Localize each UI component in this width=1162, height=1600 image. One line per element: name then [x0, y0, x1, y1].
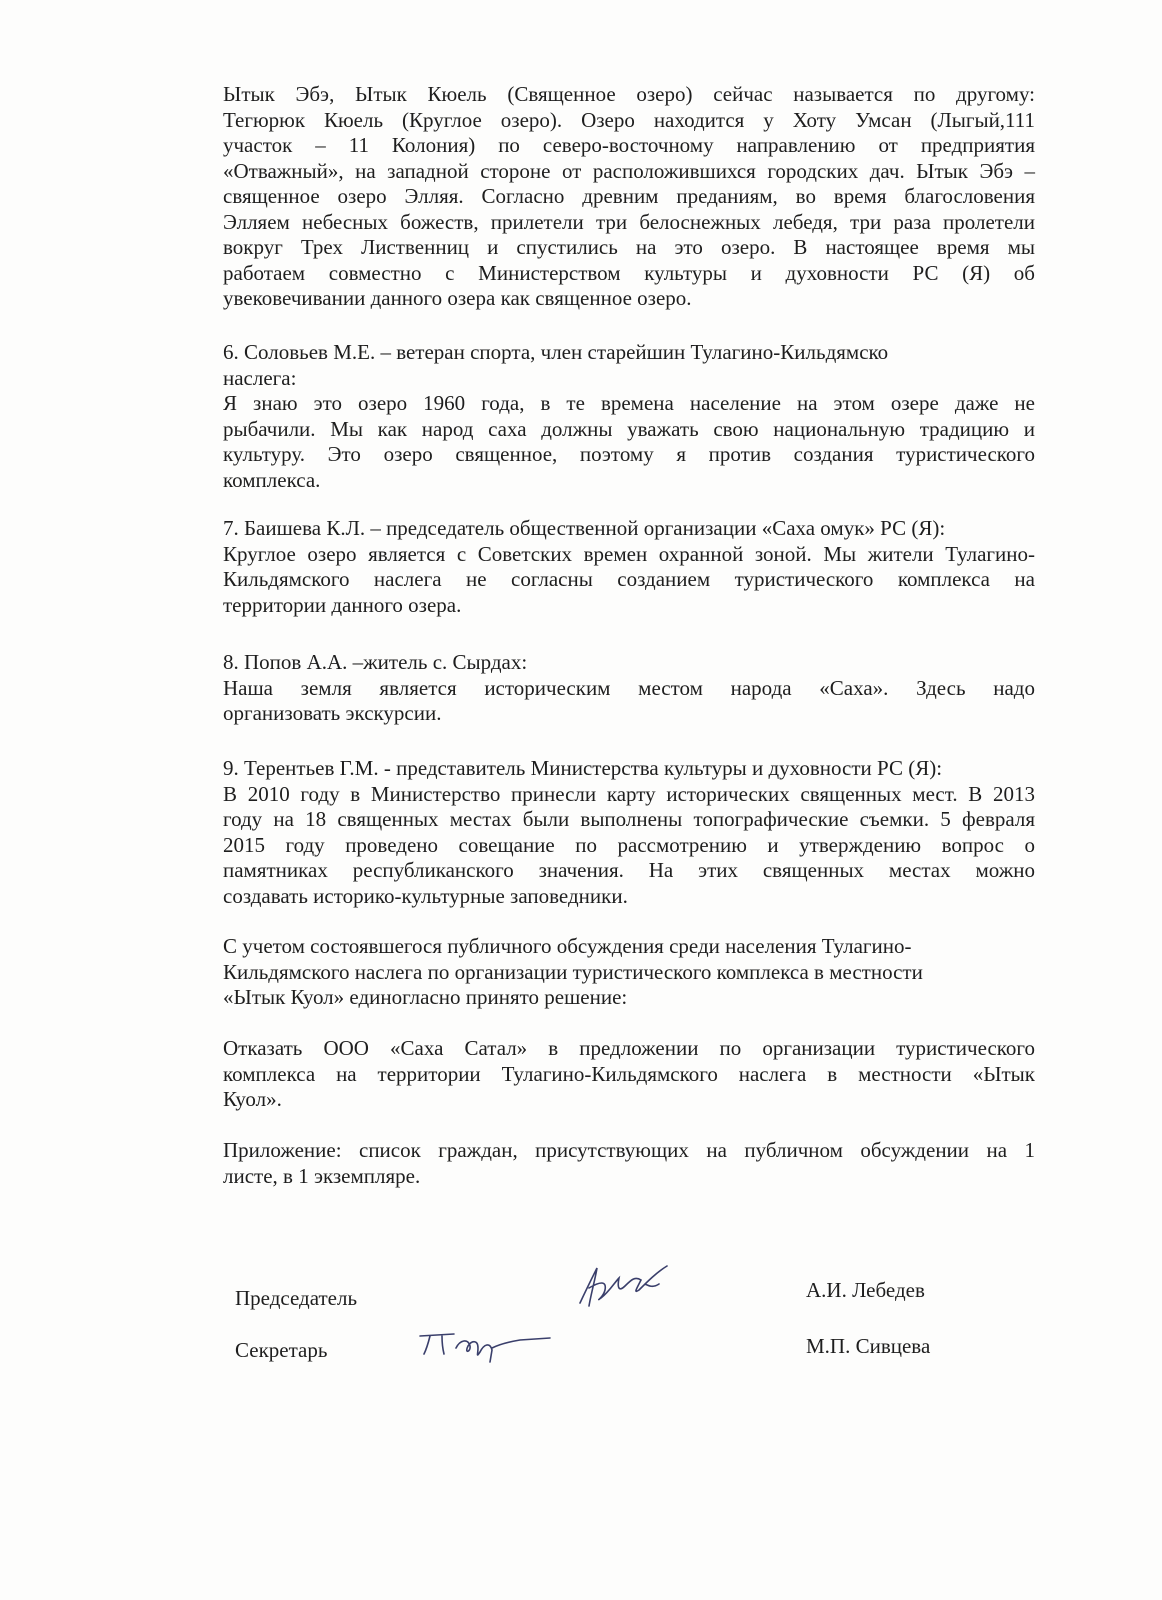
- text-line: Кильдямского наслега по организации туристического комплекса в местности: [223, 959, 923, 984]
- text-line: Отказать ООО «Саха Сатал» в предложении по организации туристического: [223, 1036, 1035, 1060]
- item-9-terentiev: [223, 756, 1035, 909]
- text-line: наслега:: [223, 365, 297, 390]
- text-line: Кильдямского наслега не согласны созданием туристического комплекса на: [223, 567, 1035, 591]
- text-line: комплекса.: [223, 467, 321, 492]
- text-line: «Отважный», на западной стороне от расположившихся городских дач. Ытык Эбэ –: [223, 158, 1035, 183]
- refusal-paragraph: [223, 1036, 1035, 1113]
- text-line: увековечивании данного озера как священное озеро.: [223, 286, 692, 310]
- item-6-soloviev: [223, 340, 1035, 493]
- text-line: священное озеро Элляя. Согласно древним преданиям, во время благословения: [223, 184, 1035, 208]
- chair-name: А.И. Лебедев: [806, 1278, 925, 1302]
- secretary-label: Секретарь: [235, 1338, 328, 1362]
- appendix-paragraph: [223, 1138, 1035, 1189]
- text-line: Куол».: [223, 1087, 282, 1111]
- text-line: организовать экскурсии.: [223, 701, 442, 725]
- item-heading: 6. Соловьев М.Е. – ветеран спорта, член старейшин Тулагино-Кильдямско: [223, 340, 889, 364]
- text-line: рыбачили. Мы как народ саха должны уважать свою национальную традицию и: [223, 416, 1035, 441]
- item-7-baisheva: [223, 516, 1035, 618]
- text-line: комплекса на территории Тулагино-Кильдямского наслега в местности «Ытык: [223, 1061, 1035, 1086]
- text-line: Элляем небесных божеств, прилетели три белоснежных лебедя, три раза пролетели: [223, 209, 1035, 234]
- text-line: 2015 году проведено совещание по рассмотрению и утверждению вопрос о: [223, 832, 1035, 857]
- text-line: Ытык Эбэ, Ытык Кюель (Священное озеро) сейчас называется по другому:: [223, 82, 1035, 106]
- text-line: Я знаю это озеро 1960 года, в те времена население на этом озере даже не: [223, 391, 1035, 415]
- item-heading: 8. Попов А.А. –житель с. Сырдах:: [223, 650, 528, 674]
- text-line: «Ытык Куол» единогласно принято решение:: [223, 985, 628, 1009]
- secretary-name: М.П. Сивцева: [806, 1334, 931, 1358]
- chair-signature: [575, 1258, 685, 1318]
- decision-paragraph: [223, 934, 1035, 1011]
- text-line: Круглое озеро является с Советских времен охранной зоной. Мы жители Тулагино-: [223, 541, 1035, 566]
- text-line: территории данного озера.: [223, 592, 462, 617]
- text-line: Тегюрюк Кюель (Круглое озеро). Озеро находится у Хоту Умсан (Лыгый,111: [223, 107, 1035, 132]
- chair-label: Председатель: [235, 1286, 358, 1310]
- intro-paragraph: [223, 82, 1035, 312]
- secretary-signature: [416, 1318, 556, 1368]
- item-8-popov: [223, 650, 1035, 727]
- text-line: работаем совместно с Министерством культуры и духовности РС (Я) об: [223, 260, 1035, 285]
- text-line: Приложение: список граждан, присутствующих на публичном обсуждении на 1: [223, 1138, 1035, 1162]
- text-line: культуру. Это озеро священное, поэтому я против создания туристического: [223, 442, 1035, 466]
- text-line: С учетом состоявшегося публичного обсуждения среди населения Тулагино-: [223, 934, 912, 958]
- text-line: вокруг Трех Лиственниц и спустились на это озеро. В настоящее время мы: [223, 235, 1035, 259]
- item-heading: 9. Терентьев Г.М. - представитель Министерства культуры и духовности РС (Я):: [223, 756, 943, 780]
- text-line: памятниках республиканского значения. На этих священных местах можно: [223, 858, 1035, 882]
- text-line: году на 18 священных местах были выполнены топографические съемки. 5 февраля: [223, 807, 1035, 831]
- item-heading: 7. Баишева К.Л. – председатель общественной организации «Саха омук» РС (Я):: [223, 516, 946, 540]
- text-line: создавать историко-культурные заповедники.: [223, 883, 628, 908]
- text-line: Наша земля является историческим местом народа «Саха». Здесь надо: [223, 675, 1035, 700]
- text-line: листе, в 1 экземпляре.: [223, 1163, 421, 1188]
- text-line: участок – 11 Колония) по северо-восточному направлению от предприятия: [223, 133, 1035, 157]
- text-line: В 2010 году в Министерство принесли карту исторических священных мест. В 2013: [223, 781, 1035, 806]
